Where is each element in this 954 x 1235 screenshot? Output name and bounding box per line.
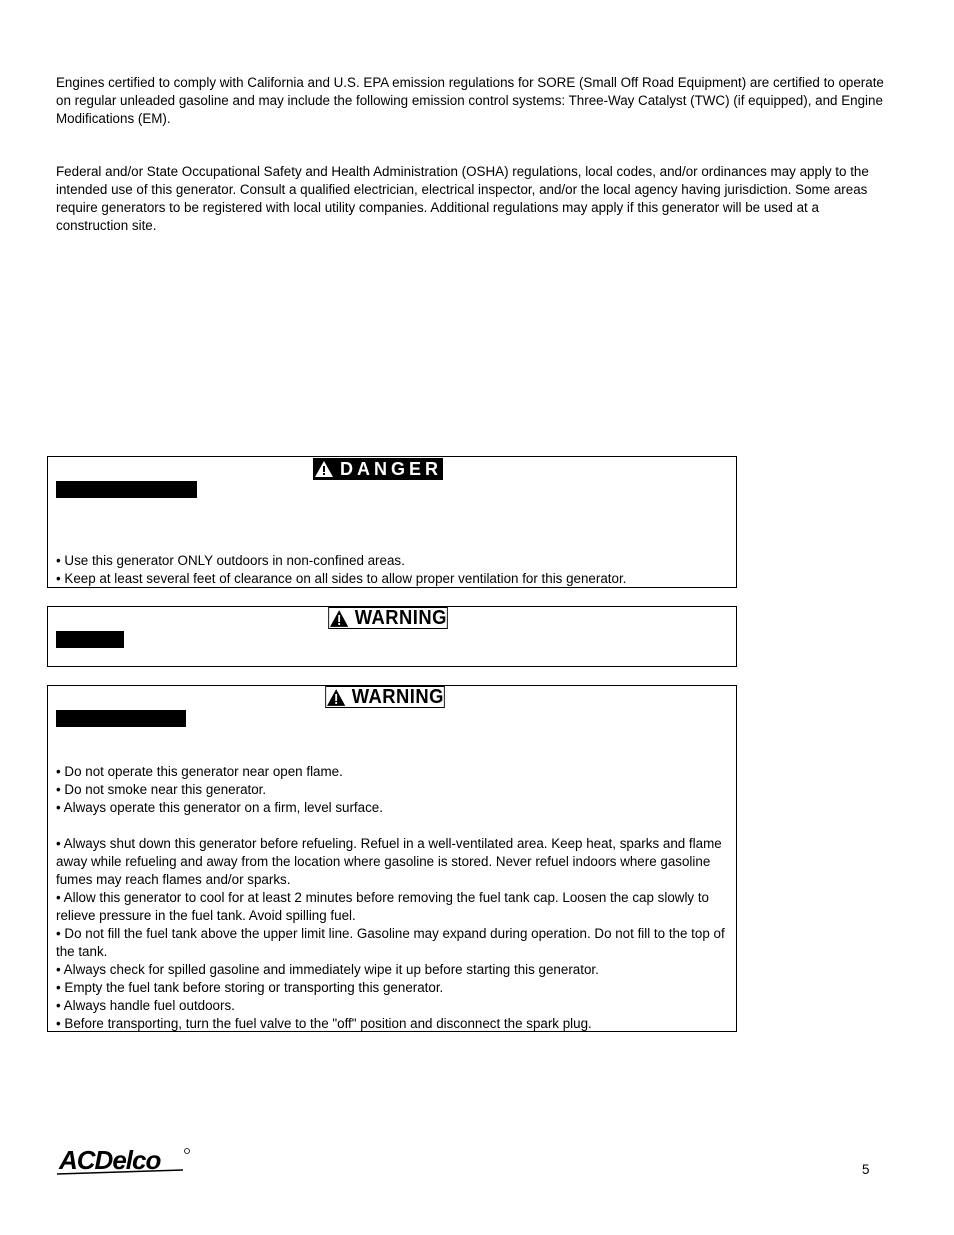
warning-badge	[328, 607, 448, 629]
page-number: 5	[862, 1162, 870, 1177]
emissions-paragraph: Engines certified to comply with California and U.S. EPA emission regulations for SORE (Small Off Road Equipment) are certified to operate on regular unleaded gasoline and may include the following emission control systems: Three-Way Catalyst (TWC) (if equipped), and Engine Modifications (EM).	[56, 75, 884, 126]
list-item: • Before transporting, turn the fuel valve to the "off" position and disconnect the spark plug.	[56, 1016, 592, 1031]
redaction-bar	[56, 481, 197, 498]
list-item: • Always shut down this generator before refueling. Refuel in a well-ventilated area. Keep heat, sparks and flame away while refueling and away from the location where gasoline is stored. Never refuel indoors where gasoline fumes may reach flames and/or sparks.	[56, 836, 722, 887]
warning-label: WARNING	[354, 607, 447, 629]
logo-text: ACDelco	[59, 1145, 161, 1175]
warning-label: WARNING	[351, 686, 444, 708]
danger-label: DANGER	[339, 459, 442, 479]
list-item: • Do not smoke near this generator.	[56, 782, 267, 797]
list-item: • Always handle fuel outdoors.	[56, 998, 235, 1013]
list-item: • Keep at least several feet of clearance on all sides to allow proper ventilation for this generator.	[56, 571, 627, 586]
list-item: • Use this generator ONLY outdoors in non-confined areas.	[56, 553, 405, 568]
list-item: • Always operate this generator on a firm, level surface.	[56, 800, 383, 815]
list-item: • Empty the fuel tank before storing or transporting this generator.	[56, 980, 444, 995]
acdelco-logo	[55, 1143, 195, 1184]
list-item: • Always check for spilled gasoline and immediately wipe it up before starting this generator.	[56, 962, 599, 977]
danger-list	[56, 552, 728, 588]
redaction-bar	[56, 710, 186, 727]
warning-triangle-icon	[329, 609, 349, 628]
list-item: • Do not fill the fuel tank above the upper limit line. Gasoline may expand during operation. Do not fill to the top of the tank.	[56, 926, 725, 959]
warning-list	[56, 763, 728, 1033]
warning-box-1	[47, 606, 737, 667]
list-item: • Do not operate this generator near open flame.	[56, 764, 343, 779]
redaction-bar	[56, 631, 124, 648]
danger-badge	[313, 458, 443, 480]
list-spacer	[56, 817, 728, 835]
osha-paragraph: Federal and/or State Occupational Safety and Health Administration (OSHA) regulations, local codes, and/or ordinances may apply to the intended use of this generator. Consult a qualified electrician, electrical inspector, and/or the local agency having jurisdiction. Some areas require generators to be registered with local utility companies. Additional regulations may apply if this generator will be used at a construction site.	[56, 164, 869, 233]
warning-badge	[325, 686, 445, 708]
danger-box	[47, 456, 737, 588]
warning-triangle-icon	[314, 460, 334, 478]
list-item: • Allow this generator to cool for at least 2 minutes before removing the fuel tank cap. Loosen the cap slowly to relieve pressure in the fuel tank. Avoid spilling fuel.	[56, 890, 710, 923]
warning-triangle-icon	[326, 688, 346, 707]
warning-box-2	[47, 685, 737, 1032]
